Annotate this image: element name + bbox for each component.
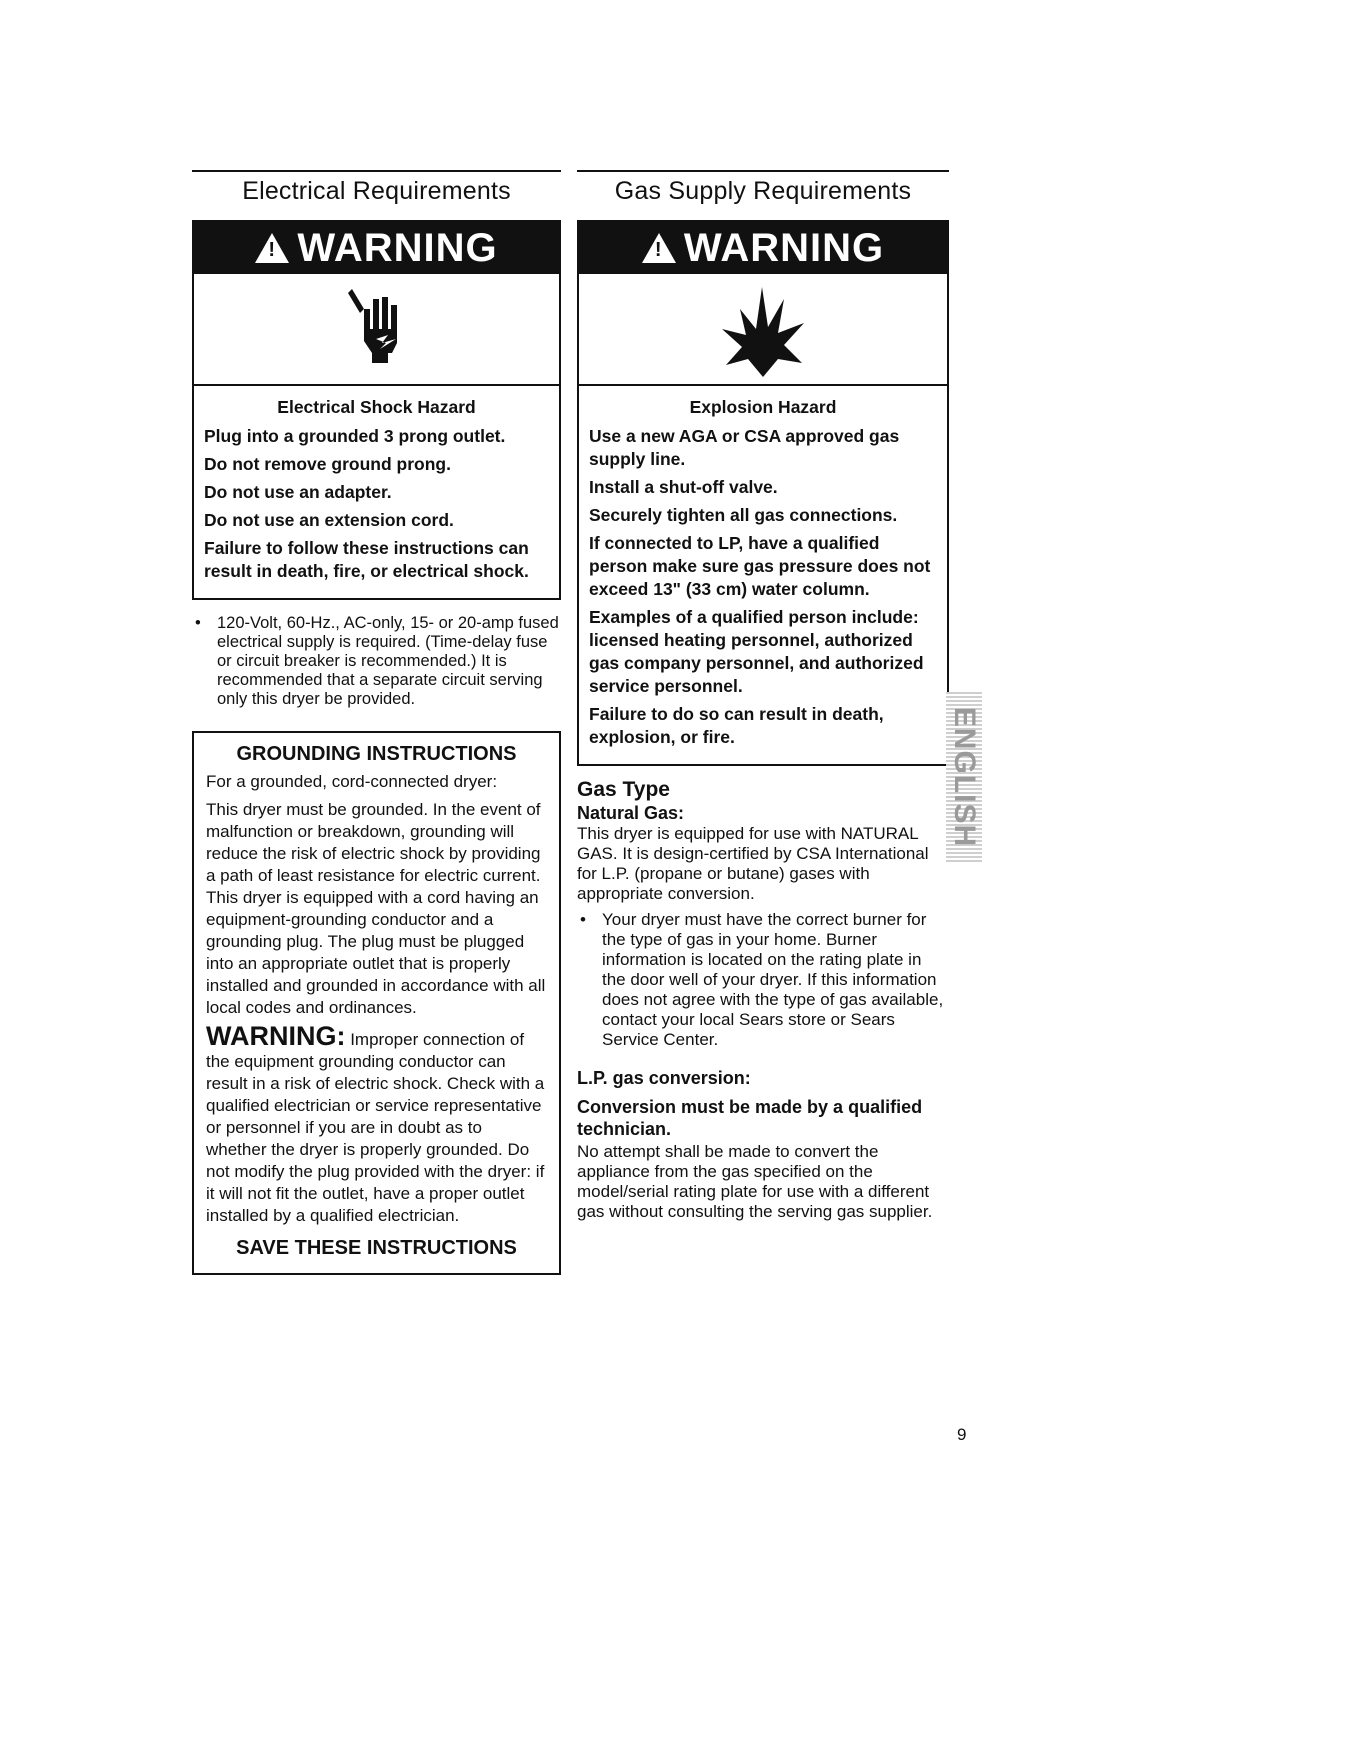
grounding-title: GROUNDING INSTRUCTIONS [236, 743, 517, 765]
warning-line: Do not use an extension cord. [204, 510, 454, 530]
grounding-paragraph: This dryer must be grounded. In the event of malfunction or breakdown, grounding will reduce the risk of electric shock by providing a path of least resistance for electric current. This dryer is equipped with a cord having an equipment-grounding conductor and a grounding plug. The plug must be plugged into an appropriate outlet that is properly installed and grounded in accordance with all local codes and ordinances. [206, 800, 546, 1017]
warning-line: Use a new AGA or CSA approved gas supply line. [589, 426, 900, 469]
lp-conversion-subheading: Conversion must be made by a qualified technician. [577, 1097, 923, 1139]
warning-line: Do not use an adapter. [204, 482, 392, 502]
warning-label: WARNING [297, 226, 498, 270]
page-number: 9 [957, 1425, 967, 1444]
gas-type-heading: Gas Type [577, 778, 670, 801]
warning-line: Do not remove ground prong. [204, 454, 451, 474]
gas-warning-box [577, 220, 949, 766]
side-tab-label: ENGLISH [948, 706, 981, 848]
warning-banner [194, 222, 559, 274]
grounding-warning [206, 1021, 547, 1227]
warning-line: Plug into a grounded 3 prong outlet. [204, 426, 506, 446]
gas-warning-text [579, 386, 947, 764]
hazard-title: Electrical Shock Hazard [277, 397, 476, 417]
natural-gas-heading: Natural Gas: [577, 803, 685, 823]
warning-banner [579, 222, 947, 274]
electrical-supply-bullet: • 120-Volt, 60-Hz., AC-only, 15- or 20-amp fused electrical supply is required. (Time-delay fuse or circuit breaker is recommended.) It is recommended that a separate circuit serving only this dryer be provided. [192, 614, 561, 709]
gas-type-section [577, 778, 949, 1222]
grounding-warning-text: Improper connection of the equipment grounding conductor can result in a risk of electric shock. Check with a qualified electrician or service representative or personnel if you are in doubt as to whether the dryer is properly grounded. Do not modify the plug provided with the dryer: if it will not fit the outlet, have a proper outlet installed by a qualified electrician. [206, 1030, 545, 1225]
natural-gas-text: This dryer is equipped for use with NATURAL GAS. It is design-certified by CSA International for L.P. (propane or butane) gases with appropriate conversion. [577, 824, 929, 903]
electric-shock-icon [194, 274, 559, 386]
gas-supply-column [577, 170, 949, 1226]
warning-line: Failure to do so can result in death, explosion, or fire. [589, 704, 884, 747]
lp-conversion-heading: L.P. gas conversion: [577, 1068, 751, 1088]
explosion-icon [579, 274, 947, 386]
warning-line: Install a shut-off valve. [589, 477, 778, 497]
electrical-warning-text [194, 386, 559, 598]
warning-label: WARNING [683, 226, 885, 270]
section-title-gas: Gas Supply Requirements [577, 170, 949, 206]
grounding-intro: For a grounded, cord-connected dryer: [206, 772, 498, 791]
warning-line: Failure to follow these instructions can result in death, fire, or electrical shock. [204, 538, 529, 581]
section-title-electrical: Electrical Requirements [192, 170, 561, 206]
warning-line: If connected to LP, have a qualified person make sure gas pressure does not exceed 13" (33 cm) water column. [589, 533, 931, 599]
save-instructions: SAVE THESE INSTRUCTIONS [236, 1237, 517, 1259]
grounding-instructions-box [192, 731, 561, 1275]
electrical-warning-box [192, 220, 561, 600]
warning-line: Securely tighten all gas connections. [589, 505, 898, 525]
lp-conversion-text: No attempt shall be made to convert the appliance from the gas specified on the model/serial rating plate for use with a different gas without consulting the serving gas supplier. [577, 1142, 933, 1221]
warning-triangle-icon [255, 233, 289, 263]
warning-line: Examples of a qualified person include: licensed heating personnel, authorized gas company personnel, and authorized service personnel. [589, 607, 924, 696]
electrical-requirements-column [192, 170, 561, 1275]
warning-word: WARNING: [206, 1021, 346, 1051]
warning-triangle-icon [642, 233, 676, 263]
burner-bullet: • Your dryer must have the correct burner for the type of gas in your home. Burner information is located on the rating plate in the door well of your dryer. If this information does not agree with the type of gas available, contact your local Sears store or Sears Service Center. [577, 910, 949, 1050]
language-side-tab [946, 692, 982, 862]
hazard-title: Explosion Hazard [689, 397, 837, 417]
